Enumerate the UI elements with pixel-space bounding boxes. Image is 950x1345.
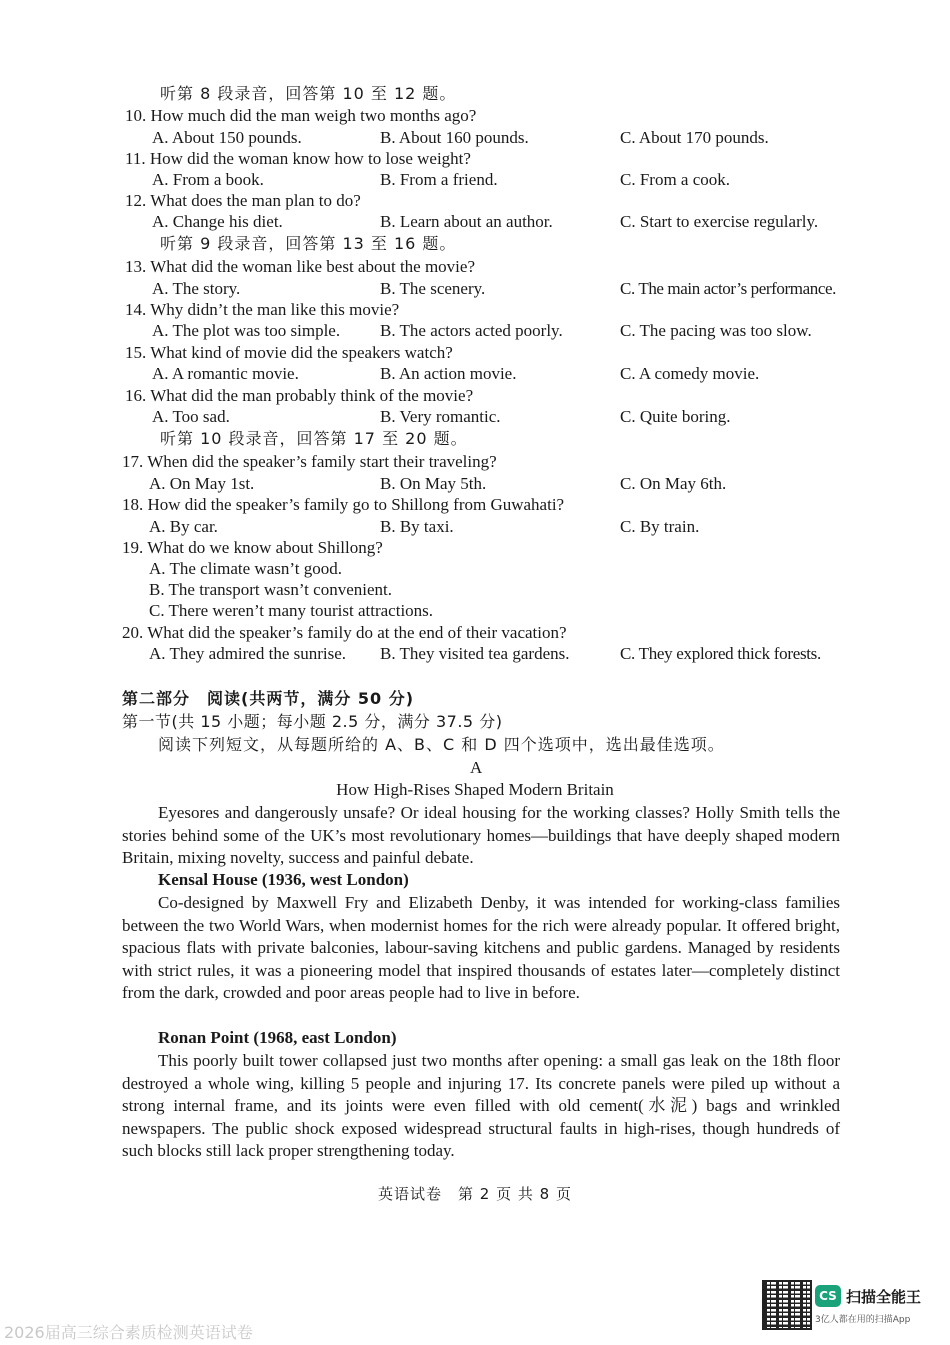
option-a: A. Change his diet. xyxy=(152,212,283,231)
paragraph: This poorly built tower collapsed just two months after opening: a small gas leak on the 18th floor destroyed a whole wing, killing 5 people and injuring 17. Its concrete panels were piled up without a strong internal frame, and its joints were even filled with old cement(水泥) bags and wrinkled newspapers. The public shock exposed widespread structural faults in high-rises, though hundreds of such blocks still lack proper strengthening today. xyxy=(122,1051,840,1160)
reading-instruction: 阅读下列短文，从每题所给的 A、B、C 和 D 四个选项中，选出最佳选项。 xyxy=(158,735,725,754)
qr-code-icon xyxy=(762,1280,812,1330)
watermark: 2026届高三综合素质检测英语试卷 xyxy=(4,1323,253,1342)
option-b: B. On May 5th. xyxy=(380,474,487,493)
section-intro: 听第 8 段录音，回答第 10 至 12 题。 xyxy=(160,84,457,103)
scanner-tagline: 3亿人都在用的扫描App xyxy=(815,1315,911,1325)
option-c: C. By train. xyxy=(620,517,700,536)
section-heading: 第一节(共 15 小题；每小题 2.5 分，满分 37.5 分) xyxy=(122,712,503,731)
question-stem: 16. What did the man probably think of the movie? xyxy=(125,386,474,405)
question-stem: 14. Why didn’t the man like this movie? xyxy=(125,300,400,319)
option-a: A. About 150 pounds. xyxy=(152,128,302,147)
question-stem: 11. How did the woman know how to lose weight? xyxy=(125,149,471,168)
option-c: C. The main actor’s performance. xyxy=(620,279,836,298)
paragraph: Co-designed by Maxwell Fry and Elizabeth Denby, it was intended for working-class families between the two World Wars, when modernist homes for the rich were already popular. It offered bright, spacious flats with private balconies, labour-saving kitchens and public gardens. Managed by residents with strict rules, it was a pioneering model that inspired thousands of estates later—completely distinct from the dark, crowded and poor areas people had to live in before. xyxy=(122,893,840,1002)
question-stem: 13. What did the woman like best about the movie? xyxy=(125,257,475,276)
section-intro: 听第 10 段录音，回答第 17 至 20 题。 xyxy=(160,429,468,448)
option-b: B. From a friend. xyxy=(380,170,498,189)
section-intro: 听第 9 段录音，回答第 13 至 16 题。 xyxy=(160,234,457,253)
subheading-ronan-point: Ronan Point (1968, east London) xyxy=(158,1028,397,1047)
option-c: C. A comedy movie. xyxy=(620,364,760,383)
option-b: B. They visited tea gardens. xyxy=(380,644,570,663)
option-a: A. They admired the sunrise. xyxy=(149,644,347,663)
option-c: C. Start to exercise regularly. xyxy=(620,212,819,231)
passage-letter: A xyxy=(470,758,483,777)
option-c: C. They explored thick forests. xyxy=(620,644,821,663)
option-a: A. The story. xyxy=(152,279,241,298)
passage-intro xyxy=(122,802,840,870)
question-stem: 19. What do we know about Shillong? xyxy=(122,538,383,557)
option-b: B. The actors acted poorly. xyxy=(380,321,563,340)
question-stem: 18. How did the speaker’s family go to Shillong from Guwahati? xyxy=(122,495,565,514)
kensal-house-section xyxy=(122,892,840,1005)
option-a: A. By car. xyxy=(149,517,218,536)
option-b: B. The transport wasn’t convenient. xyxy=(149,580,392,599)
option-a: A. Too sad. xyxy=(152,407,230,426)
ronan-point-section xyxy=(122,1050,840,1163)
subheading-kensal-house: Kensal House (1936, west London) xyxy=(158,870,409,889)
option-c: C. From a cook. xyxy=(620,170,731,189)
passage-title: How High-Rises Shaped Modern Britain xyxy=(336,780,614,799)
page-number: 英语试卷 第 2 页 共 8 页 xyxy=(378,1185,572,1203)
option-c: C. There weren’t many tourist attractions. xyxy=(149,601,434,620)
question-stem: 15. What kind of movie did the speakers watch? xyxy=(125,343,453,362)
option-a: A. A romantic movie. xyxy=(152,364,299,383)
option-c: C. The pacing was too slow. xyxy=(620,321,812,340)
option-a: A. On May 1st. xyxy=(149,474,255,493)
question-stem: 20. What did the speaker’s family do at the end of their vacation? xyxy=(122,623,567,642)
option-c: C. Quite boring. xyxy=(620,407,731,426)
question-stem: 12. What does the man plan to do? xyxy=(125,191,361,210)
option-a: A. The plot was too simple. xyxy=(152,321,341,340)
option-b: B. The scenery. xyxy=(380,279,486,298)
option-b: B. An action movie. xyxy=(380,364,517,383)
option-c: C. On May 6th. xyxy=(620,474,727,493)
option-c: C. About 170 pounds. xyxy=(620,128,769,147)
scanner-app-name: 扫描全能王 xyxy=(846,1288,922,1306)
option-a: A. The climate wasn’t good. xyxy=(149,559,342,578)
question-stem: 10. How much did the man weigh two months ago? xyxy=(125,106,477,125)
option-a: A. From a book. xyxy=(152,170,264,189)
camscanner-logo-icon: CS xyxy=(815,1285,841,1307)
paragraph: Eyesores and dangerously unsafe? Or ideal housing for the working classes? Holly Smith tells the stories behind some of the UK’s most revolutionary homes—buildings that have deeply shaped modern Britain, mixing novelty, success and painful debate. xyxy=(122,803,840,867)
question-stem: 17. When did the speaker’s family start their traveling? xyxy=(122,452,497,471)
option-b: B. About 160 pounds. xyxy=(380,128,529,147)
option-b: B. Learn about an author. xyxy=(380,212,553,231)
option-b: B. Very romantic. xyxy=(380,407,501,426)
option-b: B. By taxi. xyxy=(380,517,454,536)
part-heading: 第二部分 阅读(共两节，满分 50 分) xyxy=(122,689,415,708)
